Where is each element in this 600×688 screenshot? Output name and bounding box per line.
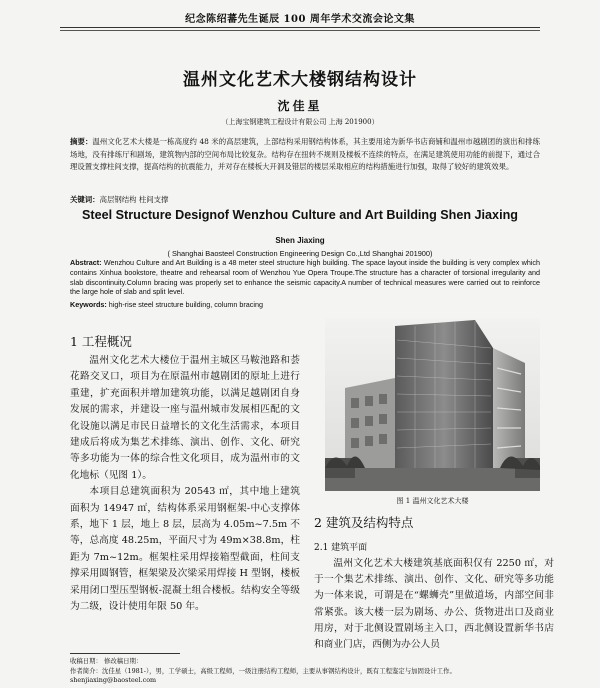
affiliation-cn: （上海宝钢建筑工程设计有限公司 上海 201900） bbox=[221, 118, 379, 126]
abstract-cn-label: 摘要： bbox=[70, 137, 93, 146]
abstract-cn bbox=[70, 136, 540, 174]
abstract-en-label: Abstract: bbox=[70, 258, 102, 267]
running-header: 纪念陈绍蕃先生诞辰 100 周年学术交流会论文集 bbox=[185, 14, 415, 25]
building-photo-illustration bbox=[325, 318, 540, 491]
abstract-en bbox=[70, 258, 540, 297]
paper-title-cn: 温州文化艺术大楼钢结构设计 bbox=[183, 70, 417, 90]
section-2-paragraph: 温州文化艺术大楼建筑基底面积仅有 2250 ㎡，对于一个集艺术排练、演出、创作、文化、研究等多功能为一体来说，可谓是在“螺蛳壳”里做道场，内部空间非常紧张。该大楼一层为剧场、办公、货物进出口及商业用房，对于北侧设置剧场主入口，西北侧设置新华书店和商业门店，西侧为办公人员 bbox=[314, 558, 554, 651]
footnote-dates: 收稿日期： 修改稿日期： bbox=[70, 657, 143, 665]
footnote-author-bio: 作者简介：沈佳星（1981-），男，工学硕士，高级工程师，一级注册结构工程师，主要从事钢结构设计，既有工程鉴定与加固设计工作。 bbox=[70, 666, 456, 675]
building-photo bbox=[325, 318, 540, 491]
keywords-en bbox=[70, 300, 540, 309]
section-2-body bbox=[314, 556, 554, 653]
keywords-cn-text: 高层钢结构 柱间支撑 bbox=[99, 195, 169, 204]
section-2-heading: 2 建筑及结构特点 bbox=[314, 515, 414, 530]
keywords-en-label: Keywords: bbox=[70, 300, 107, 309]
keywords-en-text: high-rise steel structure building, column bracing bbox=[108, 300, 263, 309]
footnote-email: shenjiaxing@baosteel.com bbox=[70, 676, 157, 685]
affiliation-en: ( Shanghai Baosteel Construction Engineering Design Co.,Ltd Shanghai 201900) bbox=[167, 249, 433, 258]
paper-title-en: Steel Structure Designof Wenzhou Culture and Art Building Shen Jiaxing bbox=[82, 208, 518, 222]
keywords-cn-label: 关键词： bbox=[70, 195, 100, 204]
abstract-cn-text: 温州文化艺术大楼是一栋高度约 48 米的高层建筑，上部结构采用钢结构体系，其主要用途为新华书店商铺和温州市越剧团的演出和排练场地，没有排练厅和剧场，建筑物内部的空间布局比较复杂。结构存在扭转不规则及楼板不连续的特点，在满足建筑使用功能的前提下，通过合理设置支撑柱间支撑，提高结构的抗震能力，并对存在楼板大开洞及错层的楼层采取相应的结构措施进行加强，取得了较好的建筑效果。 bbox=[70, 137, 540, 172]
section-1-heading: 1 工程概况 bbox=[70, 334, 132, 349]
figure-1-caption: 图 1 温州文化艺术大楼 bbox=[396, 497, 469, 505]
section-1-body bbox=[70, 353, 300, 616]
section-1-paragraph: 温州文化艺术大楼位于温州主城区马鞍池路和荟花路交叉口，项目为在原温州市越剧团的原址上进行重建，扩充面积并增加建筑功能，以满足越剧团自身发展的需求，并建设一座与温州城市发展相匹配的文化设施以满足市民日益增长的文化生活需求，本项目建成后将成为集艺术排练、演出、创作、文化、研究等多功能为一体的综合性文化项目，成为温州市的文化地标（见图 1）。 bbox=[70, 355, 300, 481]
author-en: Shen Jiaxing bbox=[275, 236, 325, 245]
abstract-en-text: Wenzhou Culture and Art Building is a 48 meter steel structure high building. The space layout inside the building is very complex which contains Xinhua bookstore, theatre and rehearsal room of Wenzhou Yue Opera Troupe.The structure has a character of torsional irregularity and slab discontinuity.Column bracing was properly set to enhance the seismic capacity.A number of technical measures were carried out to reinforce the large hole of slab and split level. bbox=[70, 258, 540, 297]
header-rule-thin bbox=[60, 30, 540, 31]
footnote-rule bbox=[70, 653, 180, 654]
footnote bbox=[70, 657, 540, 686]
keywords-cn bbox=[70, 194, 540, 205]
section-2-1-heading: 2.1 建筑平面 bbox=[314, 543, 368, 553]
section-1-paragraph: 本项目总建筑面积为 20543 ㎡，其中地上建筑面积为 14947 ㎡，结构体系采用钢框架-中心支撑体系，地下 1 层，地上 8 层，层高为 4.05m~7.5m 不等，总高度 48.25m，平面尺寸为 49m×38.8m，柱距为 7m~12m。框架柱采用焊接箱型截面，柱间支撑采用圆钢管，框架梁及次梁采用焊接 H 型钢，楼板采用闭口型压型钢板-混凝土组合楼板。结构安全等级为二级，设计使用年限 50 年。 bbox=[70, 486, 300, 613]
author-cn: 沈佳星 bbox=[277, 99, 323, 113]
header-rule bbox=[60, 27, 540, 28]
